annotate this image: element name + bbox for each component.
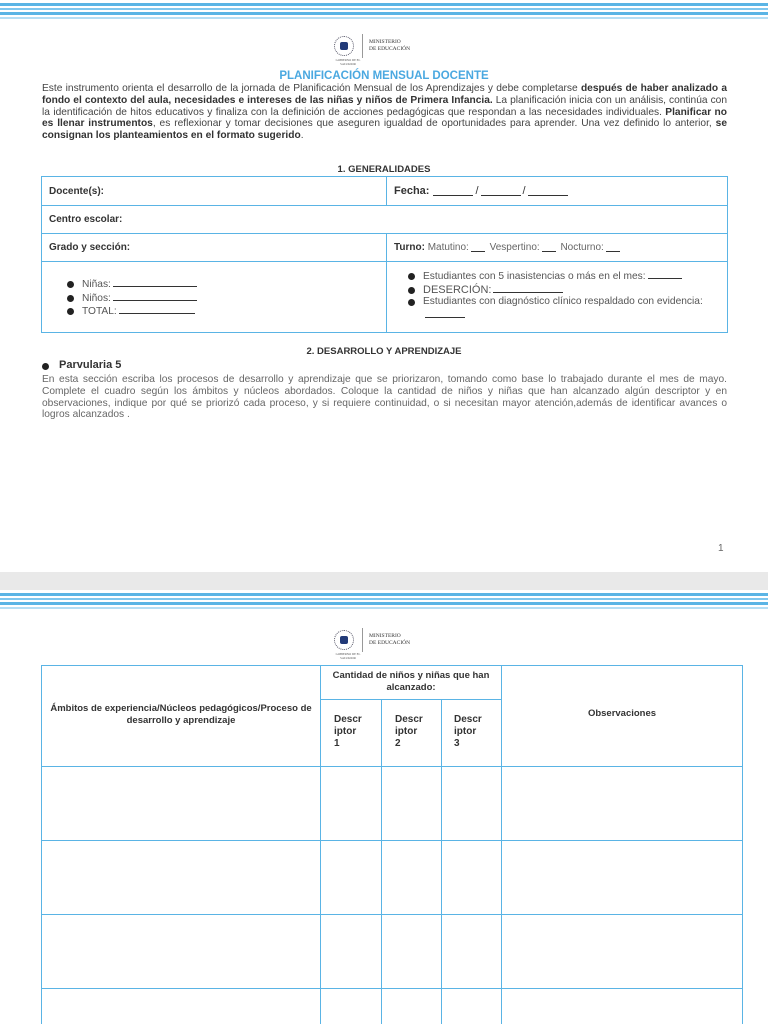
header-stripes <box>0 590 768 610</box>
table-row-1-ambito-cell[interactable] <box>42 767 320 840</box>
counts-list <box>65 278 199 319</box>
total-count[interactable]: TOTAL: <box>65 305 199 319</box>
coat-of-arms-icon <box>334 630 361 660</box>
ministry-logo <box>334 32 411 66</box>
section-1-title: 1. GENERALIDADES <box>337 164 431 175</box>
header-stripes <box>0 0 768 20</box>
docente-field[interactable]: Docente(s): <box>49 185 105 197</box>
section-2-instructions: En esta sección escriba los procesos de desarrollo y aprendizaje que se priorizaron, tomando como base lo trabajado durante el mes de mayo. Complete el cuadro según los ámbitos y núcleos abordados. Coloque la cantidad de niños y niñas que han alcanzado algún descriptor y en observaciones, indique por qué se priorizó cada proceso, y si requiere continuidad, o si necesitan mayor atención,además de identificar avances o logros alcanzados . <box>42 374 727 421</box>
cantidad-header: Cantidad de niños y niñas que han alcanzado: <box>332 670 490 693</box>
coat-of-arms-icon <box>334 36 361 66</box>
logo-line-2: DE EDUCACIÓN <box>369 46 411 52</box>
table-row-4-ambito-cell[interactable] <box>42 989 320 1024</box>
turno-field[interactable]: Turno: Matutino: Vespertino: Nocturno: <box>387 234 727 261</box>
row-estadisticas <box>42 262 727 332</box>
logo-line-1: MINISTERIO <box>369 39 401 45</box>
descriptor-1-header: Descr iptor 1 <box>334 714 362 749</box>
ninas-count[interactable]: Niñas: <box>65 278 199 292</box>
row-centro <box>42 206 727 234</box>
page-title: PLANIFICACIÓN MENSUAL DOCENTE <box>279 70 489 82</box>
estudiantes-list <box>406 270 722 322</box>
table-row-2-ambito-cell[interactable] <box>42 841 320 914</box>
diagnostico-field[interactable]: Estudiantes con diagnóstico clínico respaldado con evidencia: <box>406 296 722 322</box>
inasistencias-field[interactable]: Estudiantes con 5 inasistencias o más en el mes: <box>406 270 722 284</box>
seal-caption: GOBIERNO DE EL SALVADOR <box>335 652 361 660</box>
ambitos-header: Ámbitos de experiencia/Núcleos pedagógicos/Proceso de desarrollo y aprendizaje <box>50 703 312 726</box>
row-grado-turno <box>42 234 727 262</box>
generalidades-table <box>41 176 728 333</box>
ninos-count[interactable]: Niños: <box>65 292 199 306</box>
row-docente-fecha <box>42 177 727 206</box>
ministry-logo <box>334 626 411 660</box>
desarrollo-table <box>41 665 743 1024</box>
observaciones-header: Observaciones <box>587 708 657 719</box>
parvularia-heading: Parvularia 5 <box>59 359 122 371</box>
grado-seccion-field[interactable]: Grado y sección: <box>49 242 131 253</box>
fecha-field[interactable]: Fecha: / / <box>387 177 727 205</box>
centro-escolar-field[interactable]: Centro escolar: <box>49 214 123 225</box>
logo-line-1: MINISTERIO <box>369 633 401 639</box>
desercion-field[interactable]: DESERCIÓN: <box>406 284 722 297</box>
section-2-title: 2. DESARROLLO Y APRENDIZAJE <box>306 346 462 357</box>
document-page-2 <box>0 590 768 1024</box>
table-row-3-ambito-cell[interactable] <box>42 915 320 988</box>
logo-line-2: DE EDUCACIÓN <box>369 640 411 646</box>
page-number: 1 <box>718 543 724 554</box>
intro-paragraph: Este instrumento orienta el desarrollo de la jornada de Planificación Mensual de los Aprendizajes y debe completarse después de haber analizado a fondo el contexto del aula, necesidades e intereses de las niñas y niños de Primera Infancia. La planificación inicia con un análisis, continúa con la identificación de hitos educativos y finaliza con la definición de acciones pedagógicas que respondan a las necesidades individuales. Planificar no es llenar instrumentos, es reflexionar y tomar decisiones que aseguren igualdad de oportunidades para aprender. Una vez definido lo anterior, se consignan los planteamientos en el formato sugerido. <box>42 83 727 142</box>
descriptor-2-header: Descr iptor 2 <box>395 714 423 749</box>
descriptor-3-header: Descr iptor 3 <box>454 714 482 749</box>
seal-caption: GOBIERNO DE EL SALVADOR <box>335 58 361 66</box>
